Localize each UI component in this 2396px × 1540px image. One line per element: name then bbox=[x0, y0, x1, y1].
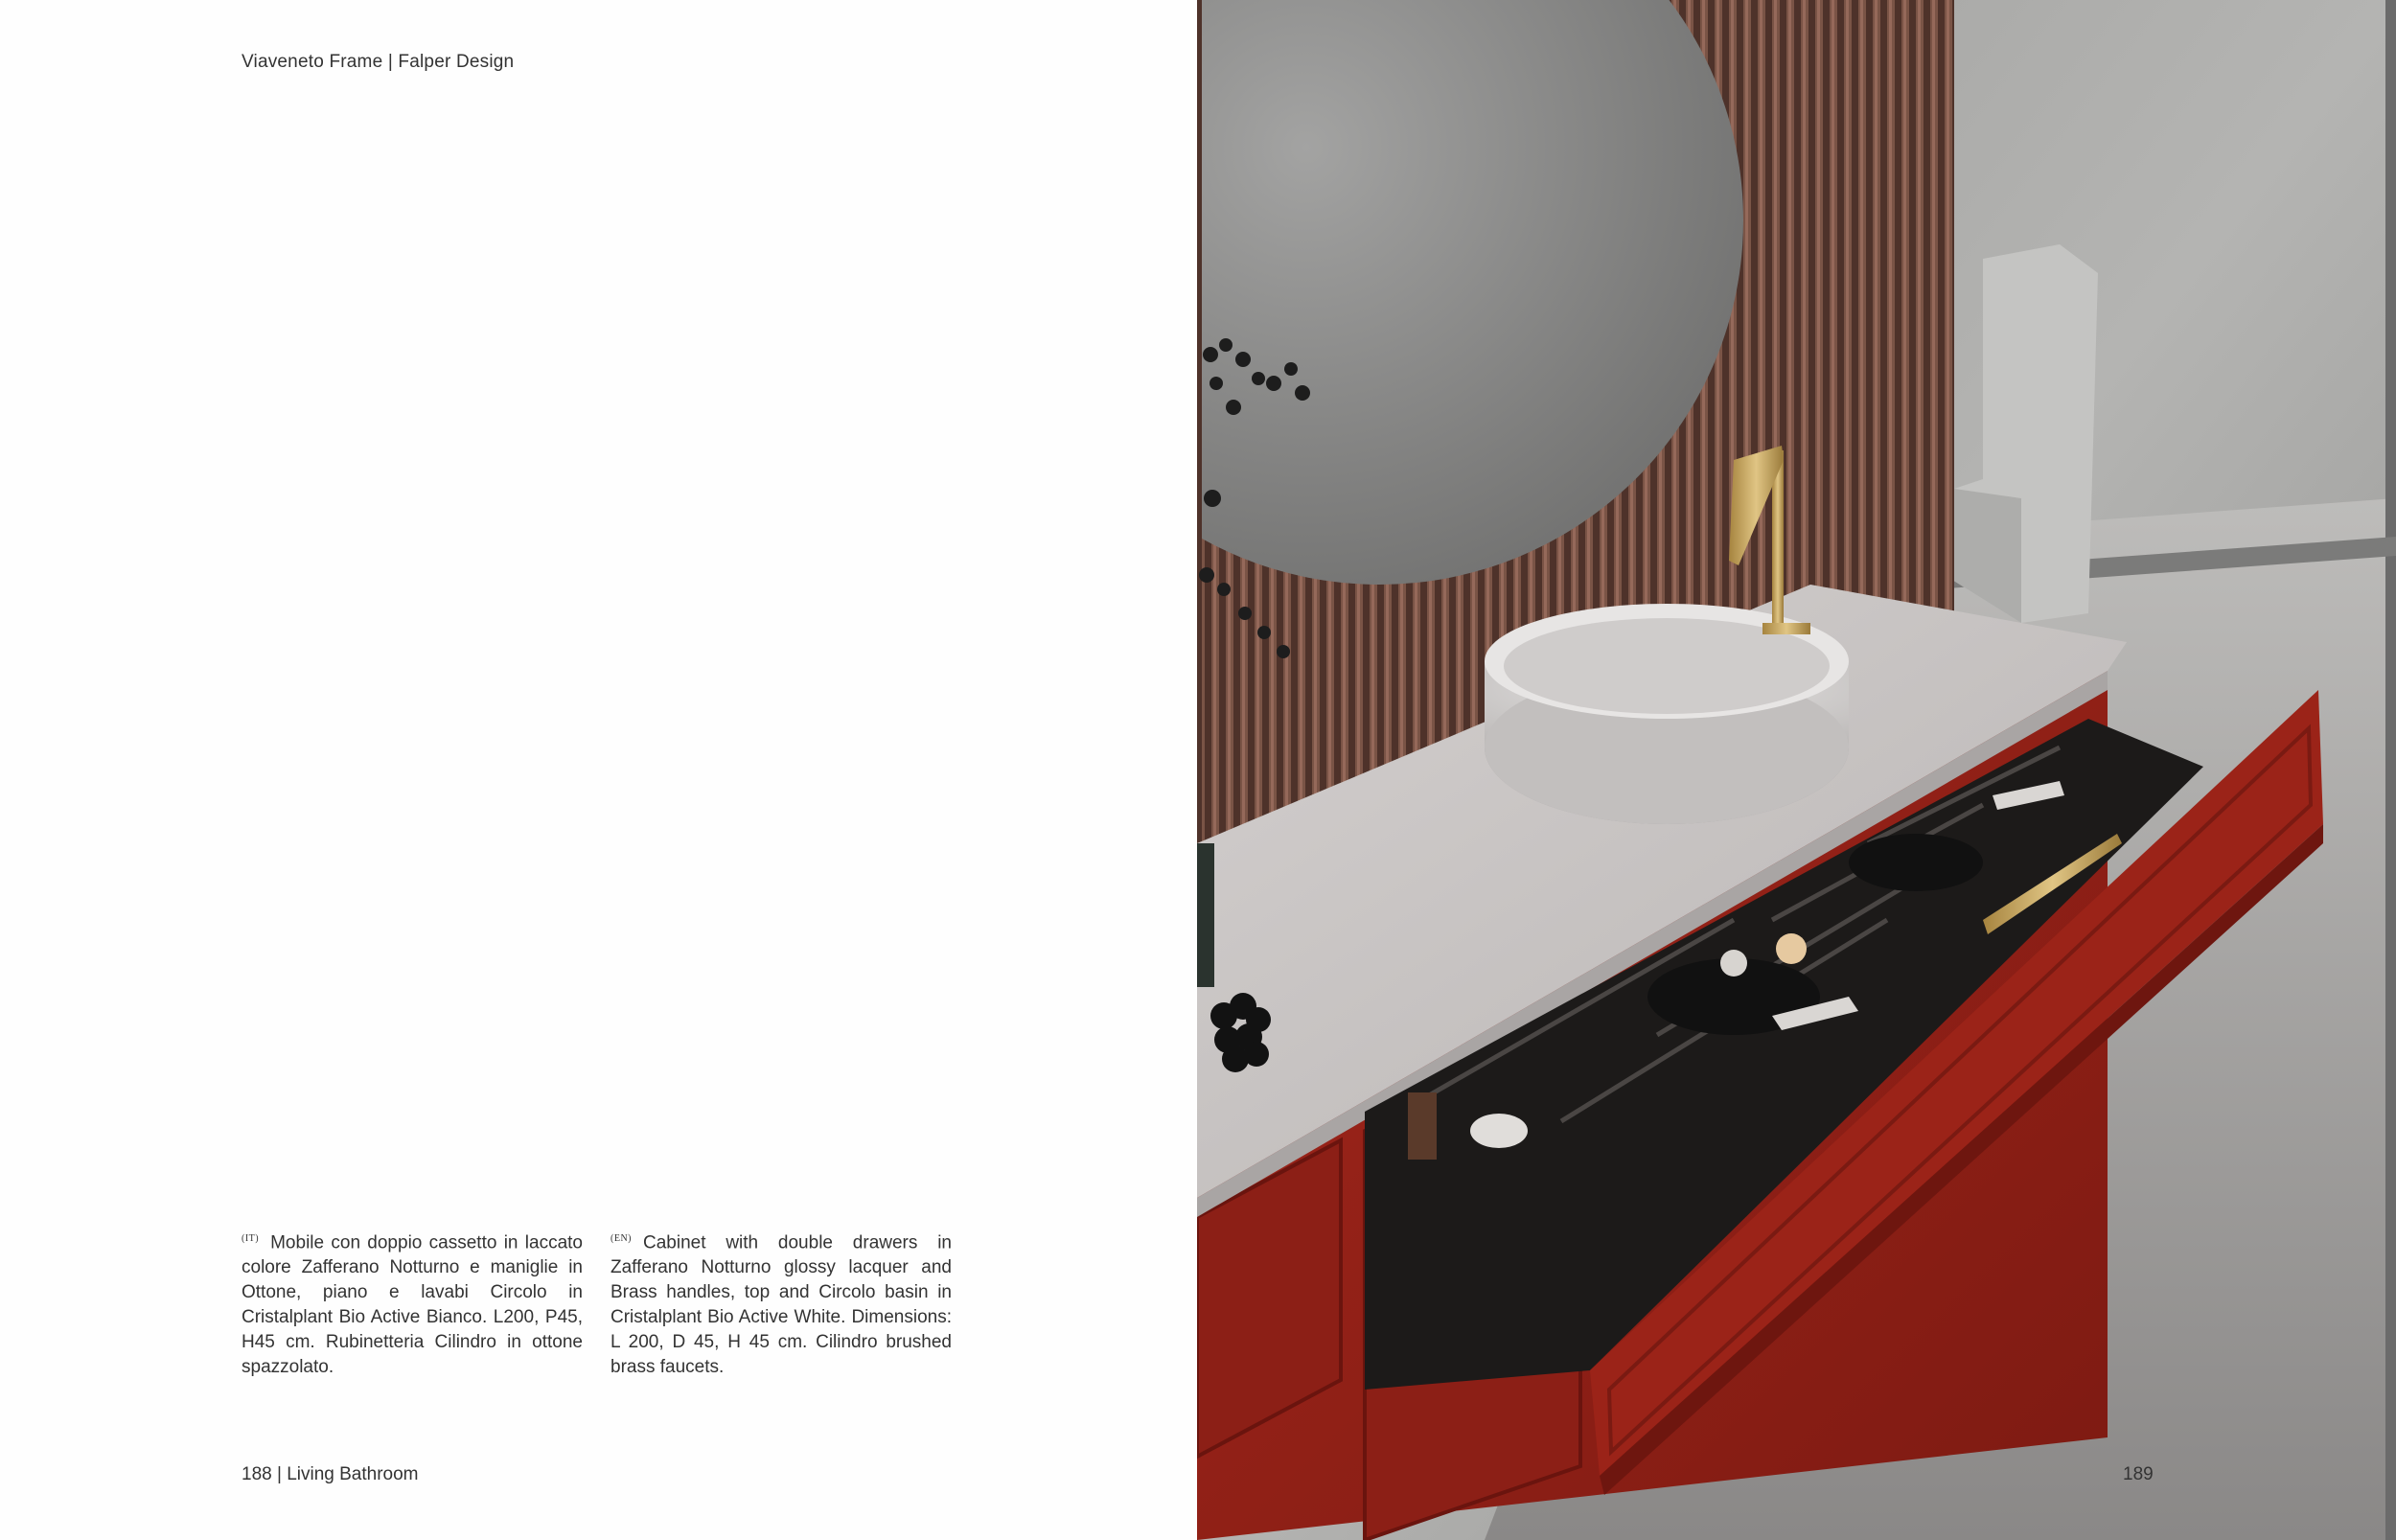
product-photo bbox=[1197, 0, 2396, 1540]
description-english bbox=[611, 1227, 952, 1380]
description-italian bbox=[242, 1227, 583, 1380]
lang-tag-it: (IT) bbox=[242, 1233, 260, 1244]
lang-tag-en: (EN) bbox=[611, 1233, 632, 1244]
page-number-right: 189 bbox=[2123, 1464, 2154, 1484]
page-footer-left: 188 | Living Bathroom bbox=[242, 1464, 419, 1484]
description-it-text: Mobile con doppio cassetto in laccato colore Zafferano Notturno e maniglie in Ottone, piano e lavabi Circolo in Cristalplant Bio Active Bianco. L200, P45, H45 cm. Rubinetteria Cilindro in ottone spazzolato. bbox=[242, 1232, 583, 1378]
left-page bbox=[0, 0, 1197, 1540]
page-header: Viaveneto Frame | Falper Design bbox=[242, 52, 515, 72]
description-en-text: Cabinet with double drawers in Zafferano Notturno glossy lacquer and Brass handles, top and Circolo basin in Cristalplant Bio Active White. Dimensions: L 200, D 45, H 45 cm. Cilindro brushed brass faucets. bbox=[611, 1232, 952, 1378]
glass-vase bbox=[1197, 843, 1214, 987]
window-frame bbox=[2385, 0, 2396, 1540]
